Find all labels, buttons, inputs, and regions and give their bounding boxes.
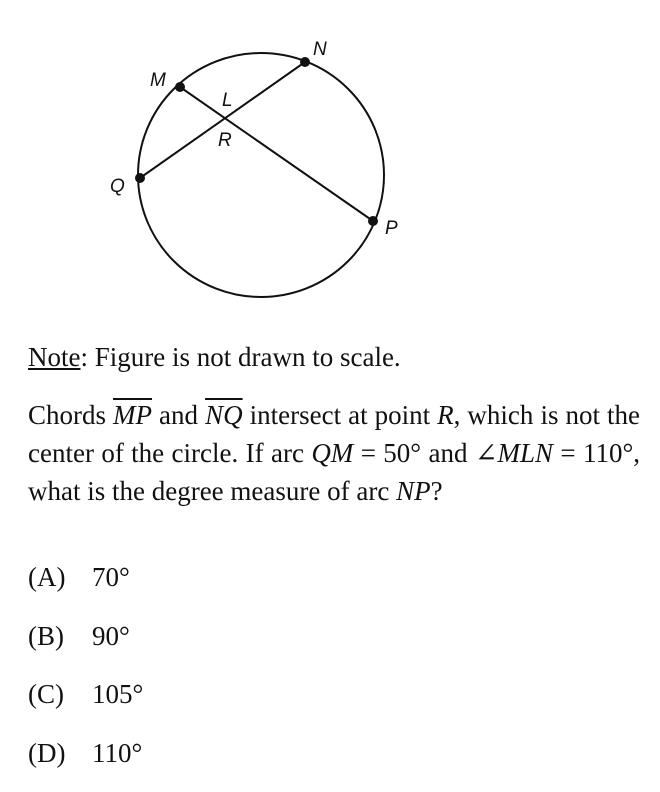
choice-letter: (A) — [28, 558, 92, 617]
choice-value: 105° — [92, 675, 143, 734]
question-part: intersect at point — [243, 400, 438, 430]
choice-a[interactable] — [28, 558, 428, 617]
circle — [138, 53, 384, 297]
label-r: R — [218, 130, 232, 151]
point-m — [175, 82, 185, 92]
label-m: M — [150, 70, 166, 91]
label-n: N — [313, 39, 327, 60]
choice-value: 70° — [92, 558, 130, 617]
choice-value: 90° — [92, 617, 130, 676]
question-part: , which is not the center of the circle. If arc — [28, 400, 640, 468]
label-l: L — [222, 90, 233, 111]
question-part: ? — [431, 476, 443, 506]
point-r-name: R — [437, 400, 454, 430]
point-p — [368, 216, 378, 226]
choice-d[interactable] — [28, 734, 428, 792]
figure-note — [28, 338, 640, 376]
note-text: : Figure is not drawn to scale. — [80, 342, 400, 372]
choice-value: 110° — [92, 734, 142, 792]
answer-choices — [28, 558, 428, 792]
chord-mp-name: $\overline{MP}$ — [113, 400, 152, 430]
arc-qm-name: QM — [311, 438, 353, 468]
choice-letter: (C) — [28, 675, 92, 734]
choice-letter: (B) — [28, 617, 92, 676]
choice-b[interactable] — [28, 617, 428, 676]
question-part: = 50° and — [353, 438, 475, 468]
question-text — [28, 396, 640, 510]
angle-mln-name: ∠MLN — [475, 438, 553, 468]
choice-letter: (D) — [28, 734, 92, 792]
question-part: and — [152, 400, 205, 430]
choice-c[interactable] — [28, 675, 428, 734]
label-q: Q — [110, 176, 125, 197]
label-p: P — [385, 218, 398, 239]
question-part: Chords — [28, 400, 113, 430]
point-q — [135, 173, 145, 183]
point-n — [300, 57, 310, 67]
chord-nq-name: $\overline{NQ}$ — [205, 400, 243, 430]
note-label: Note — [28, 342, 80, 372]
chord-mp — [180, 87, 373, 221]
arc-np-name: NP — [396, 476, 431, 506]
circle-figure — [0, 0, 660, 320]
question-part: = 110°, what is the degree measure of arc — [28, 438, 640, 506]
